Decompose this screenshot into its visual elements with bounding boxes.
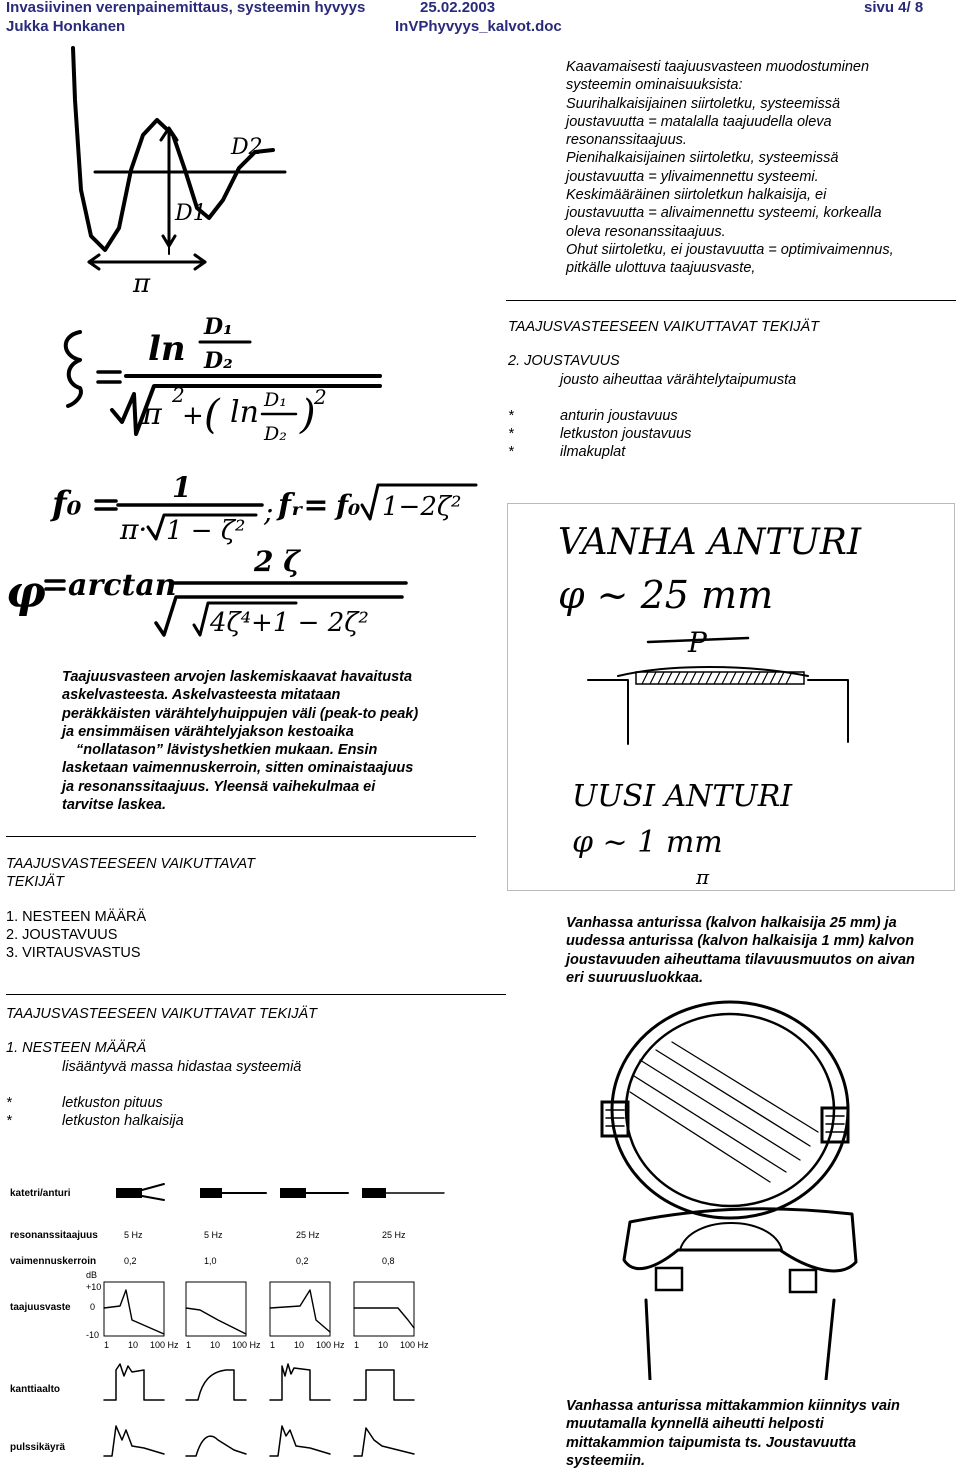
factors-full-title: TAAJUSVASTEESEEN VAIKUTTAVAT TEKIJÄT [6, 1006, 318, 1022]
sensor-mount-sketch [560, 1000, 885, 1380]
factor-item: 3. VIRTAUSVASTUS [6, 945, 141, 962]
svg-text:100 Hz: 100 Hz [400, 1340, 429, 1350]
svg-text:1: 1 [270, 1340, 276, 1350]
svg-text:1: 1 [354, 1340, 360, 1350]
svg-text:10: 10 [210, 1340, 221, 1350]
intro-text: Kaavamaisesti taajuusvasteen muodostuminen systeemin ominaisuuksista: Suurihalkaisijainen siirtoletku, systeemissä joustavuutta = matalalla taajuudella oleva resonanssitaajuus. Pienihalkaisijainen siirtoletku, systeemissä joustavuutta = ylivaimennettu systeemi. Keskimääräinen siirtoletkun halkaisija, ei joustavuutta = alivaimennettu systeemi, korkealla oleva resonanssitaajuus. Ohut siirtoletku, ei joustavuutta = optimivaimennus, pitkälle ulottuva taajuusvaste, [566, 59, 894, 277]
svg-text:f₀: f₀ [336, 489, 361, 522]
svg-text:π·: π· [120, 513, 148, 546]
damping-1: 0,2 [124, 1256, 137, 1266]
resonance-3: 25 Hz [296, 1230, 320, 1240]
svg-text:ln: ln [230, 395, 259, 430]
damping-2: 1,0 [204, 1256, 217, 1266]
svg-text:;: ; [264, 495, 274, 528]
svg-text:2 ζ: 2 ζ [254, 545, 300, 578]
svg-text:10: 10 [378, 1340, 389, 1350]
factor-subheading: jousto aiheuttaa värähtelytaipumusta [560, 371, 797, 388]
db-unit: dB [86, 1270, 98, 1280]
factors-left-title: TAAJUSVASTEESEEN VAIKUTTAVAT [6, 856, 255, 872]
factor-heading: 2. JOUSTAVUUS [508, 353, 620, 370]
divider-left [6, 836, 476, 837]
row-label-catheter: katetri/anturi [10, 1188, 71, 1199]
svg-text:D₁: D₁ [204, 314, 233, 340]
response-table [4, 1160, 464, 1470]
factors-title: TAAJUSVASTEESEEN VAIKUTTAVAT TEKIJÄT [508, 319, 820, 335]
factor-item: 2. JOUSTAVUUS [6, 926, 118, 943]
page-number: sivu 4/ 8 [864, 0, 924, 16]
svg-text:): ) [300, 392, 316, 438]
resonance-2: 5 Hz [204, 1230, 223, 1240]
svg-text:100 Hz: 100 Hz [316, 1340, 345, 1350]
calc-description: Taajuusvasteen arvojen laskemiskaavat havaitusta askelvasteesta. Askelvasteesta mitataan peräkkäisten värähtelyhuippujen väli (peak-to peak) ja ensimmäisen värähtelyjakson kestoaika “nollatason” lävistyshetkien mukaan. Ensin lasketaan vaimennuskerroin, sitten ominaistaajuus ja resonanssitaajuus. Yleensä vaihekulmaa ei tarvitse laskea. [62, 669, 419, 814]
row-label-pulse: pulssikäyrä [10, 1442, 66, 1453]
svg-text:4ζ⁴+1 − 2ζ²: 4ζ⁴+1 − 2ζ² [210, 608, 369, 638]
row-label-damping: vaimennuskerroin [10, 1256, 97, 1267]
divider-full [6, 994, 506, 995]
svg-text:1−2ζ²: 1−2ζ² [382, 492, 462, 522]
db-minus10: -10 [86, 1330, 100, 1340]
svg-text:2: 2 [172, 383, 185, 407]
catheter-icons [116, 1184, 444, 1200]
damping-formula [50, 310, 490, 460]
d1-label: D1 [175, 201, 207, 226]
damping-4: 0,8 [382, 1256, 395, 1266]
author: Jukka Honkanen [6, 18, 126, 35]
period-label: π [133, 269, 151, 299]
factor-item: letkuston joustavuus [560, 426, 692, 443]
svg-text:φ: φ [6, 567, 46, 618]
frequency-phase-formulas [6, 475, 496, 650]
factors-nesteen-maara: TAAJUSVASTEESEEN VAIKUTTAVAT TEKIJÄT 1. NESTEEN MÄÄRÄ lisääntyvä massa hidastaa systeemiä * letkuston pituus * letkuston halkaisija [6, 1005, 506, 1130]
divider-right [506, 300, 956, 301]
factor-item: anturin joustavuus [560, 407, 678, 424]
db-zero: 0 [90, 1302, 96, 1312]
svg-text:D₁: D₁ [264, 389, 287, 411]
mount-caption: Vanhassa anturissa mittakammion kiinnitys vain muutamalla kynnellä aiheutti helposti mittakammion taipumista ts. Joustavuutta systeemiin. [566, 1398, 900, 1469]
pressure-label: P [688, 626, 707, 659]
damped-oscillation-sketch [55, 40, 290, 300]
factor-item: letkuston pituus [62, 1094, 163, 1111]
doc-date: 25.02.2003 [420, 0, 496, 16]
svg-text:2: 2 [314, 385, 327, 409]
factor-subheading: lisääntyvä massa hidastaa systeemiä [62, 1058, 302, 1075]
resonance-4: 25 Hz [382, 1230, 406, 1240]
svg-text:ln: ln [148, 329, 186, 369]
pulse-responses [104, 1426, 414, 1456]
resonance-1: 5 Hz [124, 1230, 143, 1240]
file-name: InVPhyvyys_kalvot.doc [395, 18, 562, 35]
factor-heading: 1. NESTEEN MÄÄRÄ [6, 1040, 147, 1057]
sensor-sketch [508, 504, 952, 888]
svg-text:10: 10 [294, 1340, 305, 1350]
new-sensor-label: UUSI ANTURI [572, 779, 793, 814]
doc-title: Invasiivinen verenpainemittaus, systeemin hyvyys [6, 0, 366, 16]
svg-text:1: 1 [172, 475, 192, 504]
factor-item: ilmakuplat [560, 444, 626, 461]
svg-text:10: 10 [128, 1340, 139, 1350]
svg-text:(: ( [204, 392, 220, 438]
d2-label: D2 [231, 135, 263, 160]
svg-text:π: π [142, 397, 162, 432]
svg-text:1 − ζ²: 1 − ζ² [166, 516, 246, 546]
svg-text:100 Hz: 100 Hz [232, 1340, 261, 1350]
svg-text:fᵣ=: fᵣ= [278, 488, 329, 523]
factor-item: 1. NESTEEN MÄÄRÄ [6, 908, 147, 925]
svg-text:+: + [182, 401, 204, 431]
svg-text:D₂: D₂ [264, 423, 287, 445]
svg-text:D₂: D₂ [204, 348, 233, 374]
row-label-frequency: taajuusvaste [10, 1302, 71, 1313]
svg-text:arctan: arctan [68, 568, 177, 603]
old-sensor-size: φ ~ 25 mm [558, 573, 774, 617]
svg-text:100 Hz: 100 Hz [150, 1340, 179, 1350]
row-label-square-wave: kanttiaalto [10, 1384, 61, 1395]
square-wave-responses [104, 1364, 414, 1400]
sketch-pi: π [696, 865, 710, 888]
old-sensor-label: VANHA ANTURI [558, 522, 862, 563]
svg-text:f₀: f₀ [52, 484, 82, 524]
new-sensor-size: φ ~ 1 mm [572, 825, 723, 860]
factors-joustavuus: TAAJUSVASTEESEEN VAIKUTTAVAT TEKIJÄT 2. JOUSTAVUUS jousto aiheuttaa värähtelytaipumusta * anturin joustavuus * letkuston joustavuus * ilmakuplat [508, 318, 958, 462]
factor-item: letkuston halkaisija [62, 1113, 184, 1130]
factors-list: TAAJUSVASTEESEEN VAIKUTTAVAT TEKIJÄT 1. NESTEEN MÄÄRÄ 2. JOUSTAVUUS 3. VIRTAUSVASTUS [6, 855, 486, 962]
db-plus10: +10 [86, 1282, 102, 1292]
svg-text:1: 1 [104, 1340, 110, 1350]
frequency-response-plots [104, 1282, 414, 1336]
svg-text:1: 1 [186, 1340, 192, 1350]
damping-3: 0,2 [296, 1256, 309, 1266]
row-label-resonance: resonanssitaajuus [10, 1230, 98, 1241]
sensor-caption: Vanhassa anturissa (kalvon halkaisija 25 mm) ja uudessa anturissa (kalvon halkaisija 1 mm) kalvon joustavuuden aiheuttama tilavuusmuutos on aivan eri suuruusluokkaa. [566, 915, 915, 986]
